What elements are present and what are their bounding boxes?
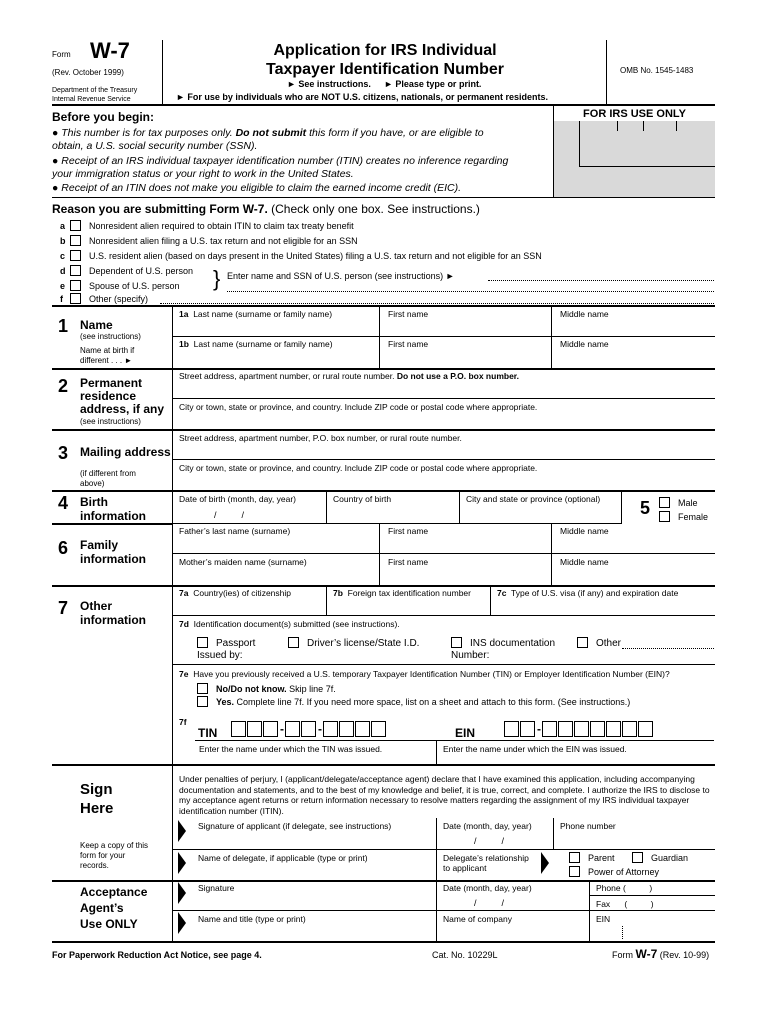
field-4-dob-sep: / / <box>214 510 245 520</box>
section-1-see: (see instructions) <box>80 332 141 341</box>
ein-label: EIN <box>455 726 476 740</box>
field-2-city-label: City or town, state or province, and country. Include ZIP code or postal code where appropriate. <box>179 402 538 412</box>
section-7-title-1: Other <box>80 599 113 613</box>
section-2-title-2: residence <box>80 389 137 403</box>
reason-d-label: Dependent of U.S. person <box>89 266 194 276</box>
mother-name-label: Mother’s maiden name (surname) <box>179 557 307 567</box>
field-1a-middle-label: Middle name <box>560 309 609 319</box>
parent-checkbox[interactable] <box>569 852 580 863</box>
agent-title-1: Acceptance <box>80 885 148 899</box>
reason-letter-a: a <box>60 221 66 231</box>
poa-label: Power of Attorney <box>588 867 660 877</box>
reason-e-checkbox[interactable] <box>70 280 81 291</box>
irs-use-label: FOR IRS USE ONLY <box>583 108 686 120</box>
father-name-label: Father’s last name (surname) <box>179 526 291 536</box>
footer-paperwork: For Paperwork Reduction Act Notice, see page 4. <box>52 950 262 960</box>
name-at-birth-label-2: different . . . ► <box>80 356 133 365</box>
keep-copy-1: Keep a copy of this <box>80 841 149 850</box>
ins-doc-label: INS documentation <box>470 638 556 649</box>
section-1-number: 1 <box>58 316 69 336</box>
ins-doc-checkbox[interactable] <box>451 637 462 648</box>
field-3-city-label: City or town, state or province, and country. Include ZIP code or postal code where appropriate. <box>179 463 538 473</box>
relationship-arrow-icon <box>541 852 549 874</box>
before-bullet-2b: your immigration status or your right to work in the United States. <box>52 168 354 180</box>
reason-letter-c: c <box>60 251 66 261</box>
father-middle-label: Middle name <box>560 526 609 536</box>
field-1b-label: 1b Last name (surname or family name) <box>179 339 333 349</box>
name-at-birth-label: Name at birth if <box>80 346 135 355</box>
department: Department of the Treasury <box>52 87 138 94</box>
revision-date: (Rev. October 1999) <box>52 68 124 77</box>
reason-e-label: Spouse of U.S. person <box>89 281 180 291</box>
field-2-street-label: Street address, apartment number, or rural route number. Do not use a P.O. box number. <box>179 371 519 381</box>
type-or-print: ► Please type or print. <box>384 79 482 89</box>
mother-middle-label: Middle name <box>560 557 609 567</box>
delegate-relationship-label-2: to applicant <box>443 863 487 873</box>
number-label: Number: <box>451 650 490 661</box>
reason-letter-b: b <box>60 236 66 246</box>
section-3-note-1: (if different from <box>80 469 136 478</box>
section-1-title: Name <box>80 318 113 332</box>
sign-date-label: Date (month, day, year) <box>443 821 532 831</box>
agent-fax-label: Fax ( ) <box>596 899 654 909</box>
tin-digit-boxes[interactable]: - - <box>231 720 387 738</box>
use-by-note: ► For use by individuals who are NOT U.S. citizens, nationals, or permanent residents. <box>176 92 548 102</box>
poa-checkbox[interactable] <box>569 866 580 877</box>
section-3-note-2: above) <box>80 479 105 488</box>
agent-date-label: Date (month, day, year) <box>443 883 532 893</box>
field-7c-label: 7c Type of U.S. visa (if any) and expiration date <box>497 588 679 598</box>
reason-f-entry[interactable] <box>160 303 714 304</box>
section-4-number: 4 <box>58 493 69 513</box>
reason-letter-f: f <box>60 294 63 304</box>
before-bullet-1: ● This number is for tax purposes only. Do not submit this form if you have, or are eligible to <box>52 127 484 139</box>
reason-de-entry[interactable] <box>488 280 714 281</box>
issued-by-label: Issued by: <box>197 650 243 661</box>
section-2-title-1: Permanent <box>80 376 143 390</box>
keep-copy-3: records. <box>80 861 109 870</box>
section-4-title-1: Birth <box>80 495 108 509</box>
no-tin-label: No/Do not know. Skip line 7f. <box>216 684 336 694</box>
see-instructions: ► See instructions. <box>287 79 371 89</box>
no-tin-checkbox[interactable] <box>197 683 208 694</box>
section-2-number: 2 <box>58 376 69 396</box>
phone-number-label: Phone number <box>560 821 616 831</box>
field-4-country-label: Country of birth <box>333 494 392 504</box>
sign-date-sep: / / <box>474 836 505 846</box>
before-bullet-3: ● Receipt of an ITIN does not make you eligible to claim the earned income credit (EIC). <box>52 182 462 194</box>
reason-f-label: Other (specify) <box>89 294 149 304</box>
agency: Internal Revenue Service <box>52 96 131 103</box>
penalty-statement: Under penalties of perjury, I (applicant/delegate/acceptance agent) declare that I have examined this application, including accompanying documentation and statements, and to the best of my knowledge and belief, it is true, correct, and complete. I authorize the IRS to disclose to my acceptance agent returns or return information necessary to resolve matters regarding the assignment of my IRS individual taxpayer identification number (ITIN). <box>179 774 710 816</box>
field-7d-label: 7d Identification document(s) submitted (see instructions). <box>179 619 400 629</box>
guardian-checkbox[interactable] <box>632 852 643 863</box>
section-6-title-1: Family <box>80 538 119 552</box>
form-word: Form <box>52 50 71 59</box>
sign-title-2: Here <box>80 800 114 817</box>
field-1a-first-label: First name <box>388 309 429 319</box>
delegate-arrow-icon <box>178 852 186 874</box>
agent-name-title-label: Name and title (type or print) <box>198 914 306 924</box>
tin-name-label: Enter the name under which the TIN was issued. <box>199 744 383 754</box>
male-label: Male <box>678 498 698 508</box>
ein-digit-boxes[interactable]: - <box>504 720 654 738</box>
parent-label: Parent <box>588 853 615 863</box>
footer-form-id: Form W-7 (Rev. 10-99) <box>612 947 710 961</box>
agent-date-sep: / / <box>474 898 505 908</box>
before-title: Before you begin: <box>52 110 155 124</box>
delegate-relationship-label: Delegate’s relationship <box>443 853 529 863</box>
reason-a-label: Nonresident alien required to obtain ITIN to claim tax treaty benefit <box>89 221 354 231</box>
female-checkbox[interactable] <box>659 511 670 522</box>
brace-de: } <box>213 266 221 291</box>
before-bullet-1b: obtain, a U.S. social security number (SSN). <box>52 140 258 152</box>
sign-title-1: Sign <box>80 781 113 798</box>
agent-signature-label: Signature <box>198 883 235 893</box>
reason-b-label: Nonresident alien filing a U.S. tax return and not eligible for an SSN <box>89 236 358 246</box>
other-doc-label: Other <box>596 638 622 649</box>
reason-a-checkbox[interactable] <box>70 220 81 231</box>
yes-tin-checkbox[interactable] <box>197 696 208 707</box>
field-1b-middle-label: Middle name <box>560 339 609 349</box>
reason-title: Reason you are submitting Form W-7. (Check only one box. See instructions.) <box>52 202 480 216</box>
footer-cat-number: Cat. No. 10229L <box>432 950 498 960</box>
section-4-title-2: information <box>80 509 146 523</box>
yes-tin-label: Yes. Complete line 7f. If you need more space, list on a sheet and attach to this form. (See instructions.) <box>216 697 631 707</box>
omb-number: OMB No. 1545-1483 <box>620 66 694 75</box>
female-label: Female <box>678 512 709 522</box>
agent-title-2: Agent’s <box>80 901 124 915</box>
section-5-number: 5 <box>640 498 651 518</box>
before-bullet-2: ● Receipt of an IRS individual taxpayer identification number (ITIN) creates no inference regarding <box>52 155 509 167</box>
drivers-license-label: Driver’s license/State I.D. <box>307 638 420 649</box>
drivers-license-checkbox[interactable] <box>288 637 299 648</box>
tin-label: TIN <box>198 726 218 740</box>
reason-de-prompt: Enter name and SSN of U.S. person (see instructions) ► <box>227 271 455 281</box>
field-7e-label: 7e Have you previously received a U.S. temporary Taxpayer Identification Number (TIN) or Employer Identification Number (EIN)? <box>179 669 670 679</box>
reason-c-label: U.S. resident alien (based on days present in the United States) filing a U.S. tax return and not eligible for an SSN <box>89 251 542 261</box>
section-2-title-3: address, if any <box>80 402 165 416</box>
reason-c-checkbox[interactable] <box>70 250 81 261</box>
section-6-title-2: information <box>80 552 146 566</box>
field-1a-label: 1a Last name (surname or family name) <box>179 309 333 319</box>
keep-copy-2: form for your <box>80 851 126 860</box>
reason-letter-d: d <box>60 266 66 276</box>
form-number: W-7 <box>90 38 130 63</box>
agent-title-3: Use ONLY <box>80 917 138 931</box>
section-3-title: Mailing address <box>80 445 171 459</box>
field-1b-first-label: First name <box>388 339 429 349</box>
signature-arrow-icon <box>178 820 186 842</box>
form-title-line2: Taxpayer Identification Number <box>266 61 504 78</box>
reason-d-checkbox[interactable] <box>70 265 81 276</box>
agent-ein-label: EIN <box>596 914 611 924</box>
field-7f-number: 7f <box>179 717 187 727</box>
agent-phone-label: Phone ( ) <box>596 883 653 893</box>
reason-b-checkbox[interactable] <box>70 235 81 246</box>
field-4-city-label: City and state or province (optional) <box>466 494 601 504</box>
reason-letter-e: e <box>60 281 66 291</box>
section-6-number: 6 <box>58 538 69 558</box>
reason-de-entry-2[interactable] <box>227 291 714 292</box>
section-7-title-2: information <box>80 613 146 627</box>
other-doc-entry[interactable] <box>622 648 714 649</box>
passport-checkbox[interactable] <box>197 637 208 648</box>
section-2-see: (see instructions) <box>80 417 141 426</box>
reason-f-checkbox[interactable] <box>70 293 81 304</box>
delegate-name-label: Name of delegate, if applicable (type or print) <box>198 853 368 863</box>
other-doc-checkbox[interactable] <box>577 637 588 648</box>
field-3-street-label: Street address, apartment number, P.O. box number, or rural route number. <box>179 433 462 443</box>
agent-name-arrow-icon <box>178 912 186 934</box>
field-7b-label: 7b Foreign tax identification number <box>333 588 471 598</box>
agent-company-label: Name of company <box>443 914 512 924</box>
field-7a-label: 7a Country(ies) of citizenship <box>179 588 291 598</box>
applicant-signature-label: Signature of applicant (if delegate, see instructions) <box>198 821 392 831</box>
section-3-number: 3 <box>58 443 69 463</box>
ein-name-label: Enter the name under which the EIN was issued. <box>443 744 627 754</box>
father-first-label: First name <box>388 526 429 536</box>
male-checkbox[interactable] <box>659 497 670 508</box>
form-title-line1: Application for IRS Individual <box>273 42 497 59</box>
irs-use-box <box>553 105 715 197</box>
section-7-number: 7 <box>58 598 69 618</box>
field-4-dob-label: Date of birth (month, day, year) <box>179 494 297 504</box>
passport-label: Passport <box>216 638 256 649</box>
agent-signature-arrow-icon <box>178 882 186 904</box>
guardian-label: Guardian <box>651 853 689 863</box>
mother-first-label: First name <box>388 557 429 567</box>
